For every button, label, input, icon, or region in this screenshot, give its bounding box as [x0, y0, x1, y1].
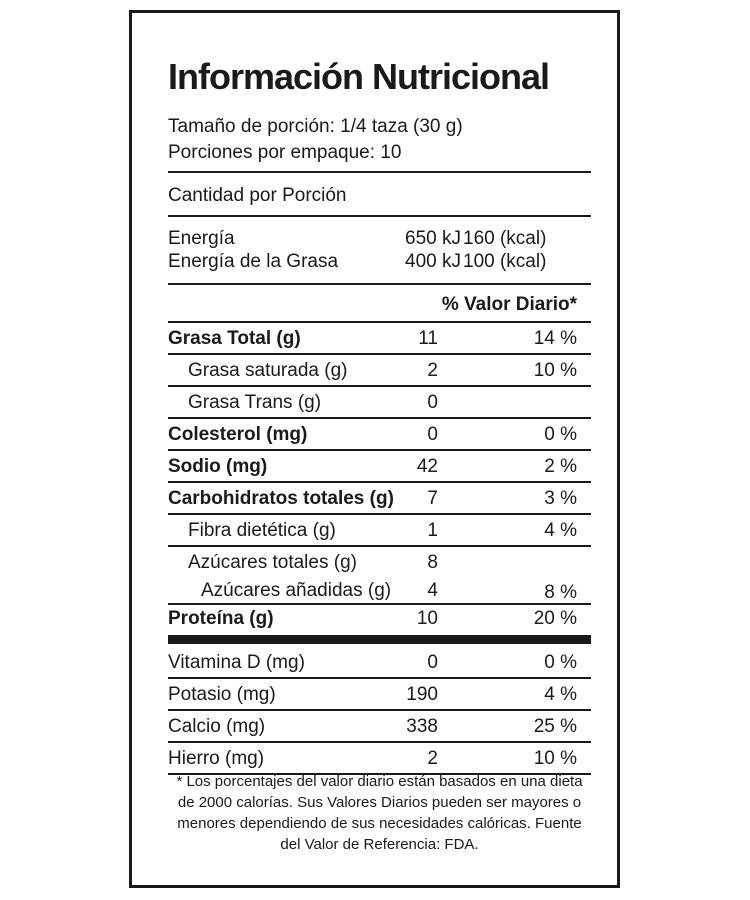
nutrient-row-added-sugars — [168, 577, 591, 605]
nutrition-facts-label — [129, 10, 620, 888]
nutrient-daily-value: 0 % — [544, 652, 577, 673]
nutrient-daily-value: 4 % — [544, 520, 577, 541]
footnote: * Los porcentajes del valor diario están basados en una dieta de 2000 calorías. Sus Valores Diarios pueden ser mayores o menores dependiendo de sus necesidades calóricas. Fuente del Valor de Referencia: FDA. — [176, 773, 583, 853]
serving-size: Tamaño de porción: 1/4 taza (30 g) — [168, 116, 463, 137]
nutrient-name: Grasa Total (g) — [168, 328, 301, 349]
nutrient-amount: 0 — [427, 392, 438, 413]
servings-per-container: Porciones por empaque: 10 — [168, 142, 402, 163]
nutrient-name: Azúcares totales (g) — [188, 552, 357, 573]
nutrient-name: Fibra dietética (g) — [188, 520, 336, 541]
energy-label: Energía — [168, 228, 235, 249]
nutrient-name: Calcio (mg) — [168, 716, 266, 737]
nutrient-daily-value: 4 % — [544, 684, 577, 705]
nutrient-amount: 4 — [427, 580, 438, 601]
label-title: Información Nutricional — [168, 56, 550, 97]
nutrient-amount: 338 — [406, 716, 438, 737]
nutrient-amount: 11 — [418, 328, 438, 349]
nutrient-name: Grasa Trans (g) — [188, 392, 322, 413]
daily-value-header: % Valor Diario* — [441, 294, 577, 315]
nutrient-daily-value: 3 % — [544, 488, 577, 509]
nutrient-name: Proteína (g) — [168, 608, 274, 629]
nutrient-row-vitamin-d — [168, 647, 591, 679]
nutrient-amount: 2 — [427, 360, 438, 381]
nutrient-name: Grasa saturada (g) — [188, 360, 348, 381]
divider — [168, 283, 591, 285]
fat-energy-label: Energía de la Grasa — [168, 251, 339, 272]
nutrient-row-calcium — [168, 711, 591, 743]
nutrient-name: Potasio (mg) — [168, 684, 276, 705]
nutrient-amount: 1 — [427, 520, 438, 541]
nutrient-amount: 190 — [406, 684, 438, 705]
nutrient-row-trans-fat — [168, 387, 591, 419]
nutrient-daily-value: 25 % — [533, 716, 577, 737]
nutrient-row-total-carbohydrates — [168, 483, 591, 515]
fat-energy-kj: 400 kJ — [405, 251, 461, 272]
nutrient-name: Vitamina D (mg) — [168, 652, 305, 673]
nutrient-row-total-sugars — [168, 547, 591, 577]
nutrient-name: Colesterol (mg) — [168, 424, 308, 445]
nutrient-amount: 42 — [416, 456, 438, 477]
nutrient-daily-value: 10 % — [533, 360, 577, 381]
nutrient-row-potassium — [168, 679, 591, 711]
fat-energy-kcal: 100 (kcal) — [463, 251, 547, 272]
energy-kj: 650 kJ — [405, 228, 461, 249]
thick-divider — [168, 635, 591, 644]
nutrient-amount: 7 — [427, 488, 438, 509]
nutrient-daily-value: 0 % — [544, 424, 577, 445]
nutrient-name: Hierro (mg) — [168, 748, 265, 769]
nutrient-row-saturated-fat — [168, 355, 591, 387]
nutrient-amount: 2 — [427, 748, 438, 769]
amount-per-serving: Cantidad por Porción — [168, 185, 347, 206]
nutrient-row-dietary-fiber — [168, 515, 591, 547]
nutrient-amount: 0 — [427, 652, 438, 673]
nutrient-amount: 8 — [427, 552, 438, 573]
nutrient-row-total-fat — [168, 323, 591, 355]
nutrient-name: Azúcares añadidas (g) — [201, 580, 392, 601]
nutrient-daily-value: 14 % — [533, 328, 577, 349]
energy-kcal: 160 (kcal) — [463, 228, 547, 249]
nutrient-name: Sodio (mg) — [168, 456, 268, 477]
nutrient-amount: 10 — [416, 608, 438, 629]
nutrient-daily-value: 8 % — [544, 582, 577, 603]
nutrient-name: Carbohidratos totales (g) — [168, 488, 394, 509]
nutrient-daily-value: 10 % — [533, 748, 577, 769]
divider — [168, 171, 591, 173]
nutrient-amount: 0 — [427, 424, 438, 445]
nutrient-daily-value: 20 % — [533, 608, 577, 629]
divider — [168, 215, 591, 217]
nutrient-row-cholesterol — [168, 419, 591, 451]
nutrient-row-protein — [168, 605, 591, 635]
nutrient-row-sodium — [168, 451, 591, 483]
nutrient-daily-value: 2 % — [544, 456, 577, 477]
